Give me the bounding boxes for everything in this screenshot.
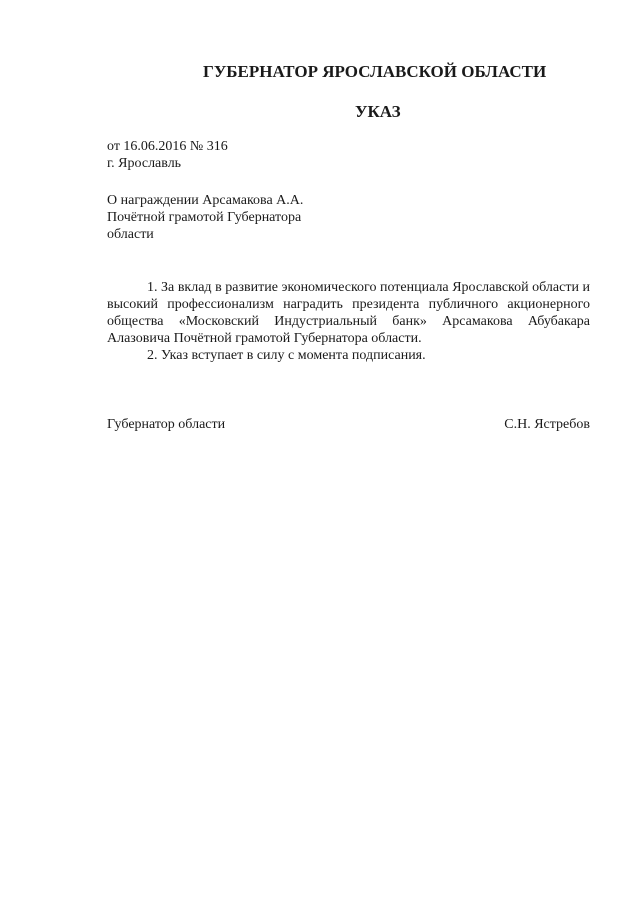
subject-line: области: [107, 227, 154, 242]
decree-date-number: от 16.06.2016 № 316: [107, 139, 228, 154]
document-title: ГУБЕРНАТОР ЯРОСЛАВСКОЙ ОБЛАСТИ: [203, 62, 547, 81]
signatory-name: С.Н. Ястребов: [504, 417, 590, 432]
decree-type-heading: УКАЗ: [355, 102, 401, 121]
decree-subject: [107, 192, 303, 243]
subject-line: О награждении Арсамакова А.А.: [107, 193, 304, 208]
signatory-position: Губернатор области: [107, 417, 226, 432]
decree-paragraph-2: 2. Указ вступает в силу с момента подписания.: [147, 348, 426, 363]
signature-block: [107, 416, 590, 433]
decree-city: г. Ярославль: [107, 156, 182, 171]
decree-meta: [107, 138, 228, 172]
subject-line: Почётной грамотой Губернатора: [107, 210, 302, 225]
decree-paragraph-1: 1. За вклад в развитие экономического потенциала Ярославской области и высокий профессионализм наградить президента публичного акционерного общества «Московский Индустриальный банк» Арсамакова Абубакара Алазовича Почётной грамотой Губернатора области.: [107, 280, 590, 346]
decree-body: [107, 279, 590, 364]
